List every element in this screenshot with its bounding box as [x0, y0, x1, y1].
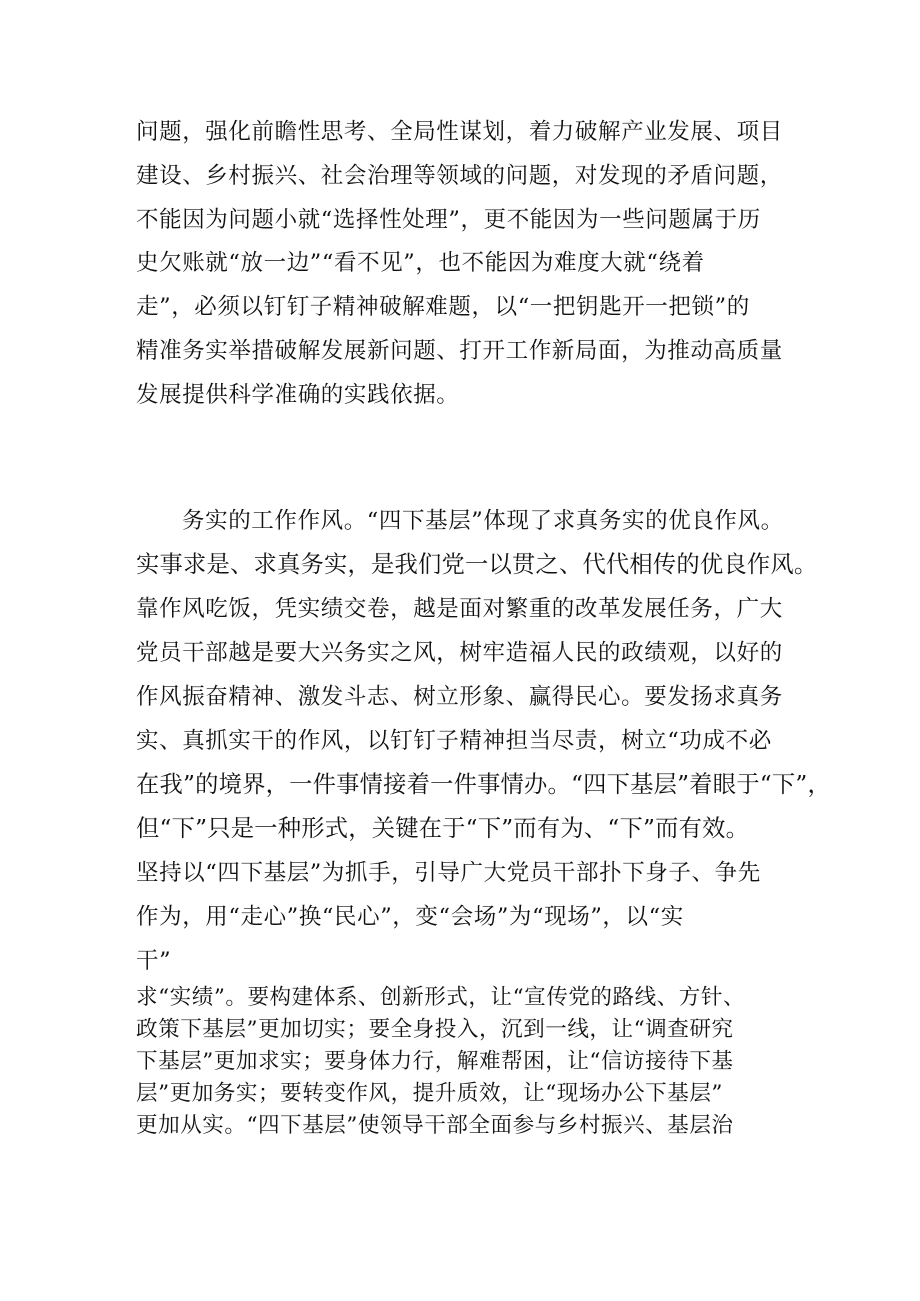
paragraph-2-line: 层”更加务实；要转变作风，提升质效，让“现场办公下基层”	[136, 1081, 723, 1106]
paragraph-2-line: 务实的工作作风。“四下基层”体现了求真务实的优良作风。	[182, 508, 784, 534]
paragraph-2-line: 党员干部越是要大兴务实之风，树牢造福人民的政绩观，以好的	[136, 640, 783, 666]
paragraph-2-line: 更加从实。“四下基层”使领导干部全面参与乡村振兴、基层治	[136, 1113, 734, 1138]
paragraph-1-line: 建设、乡村振兴、社会治理等领域的问题，对发现的矛盾问题，	[136, 163, 783, 189]
paragraph-1-line: 走”，必须以钉钉子精神破解难题，以“一把钥匙开一把锁”的	[136, 294, 750, 320]
paragraph-1-line: 不能因为问题小就“选择性处理”，更不能因为一些问题属于历	[136, 207, 761, 233]
paragraph-2-line: 作为，用“走心”换“民心”，变“会场”为“现场”，以“实	[136, 904, 684, 930]
paragraph-2-line: 求“实绩”。要构建体系、创新形式，让“宣传党的路线、方针、	[136, 985, 746, 1010]
paragraph-2-line: 干”	[136, 948, 172, 974]
paragraph-1-line: 发展提供科学准确的实践依据。	[136, 382, 460, 408]
paragraph-2-line: 实、真抓实干的作风，以钉钉子精神担当尽责，树立“功成不必	[136, 728, 772, 754]
paragraph-1-line: 史欠账就“放一边”“看不见”，也不能因为难度大就“绕着	[136, 250, 705, 276]
paragraph-2-line: 但“下”只是一种形式，关键在于“下”而有为、“下”而有效。	[136, 815, 750, 842]
paragraph-2-line: 靠作风吃饭，凭实绩交卷，越是面对繁重的改革发展任务，广大	[136, 596, 783, 622]
paragraph-2-line: 政策下基层”更加切实；要全身投入，沉到一线，让“调查研究	[136, 1017, 734, 1042]
paragraph-2-line: 在我”的境界，一件事情接着一件事情办。“四下基层”着眼于“下”，	[136, 771, 831, 798]
paragraph-1-line: 精准务实举措破解发展新问题、打开工作新局面，为推动高质量	[136, 338, 783, 364]
paragraph-2-line: 坚持以“四下基层”为抓手，引导广大党员干部扑下身子、争先	[136, 860, 761, 886]
paragraph-2-line: 实事求是、求真务实，是我们党一以贯之、代代相传的优良作风。	[136, 551, 818, 578]
paragraph-2-line: 下基层”更加求实；要身体力行，解难帮困，让“信访接待下基	[136, 1049, 734, 1074]
paragraph-2-line: 作风振奋精神、激发斗志、树立形象、赢得民心。要发扬求真务	[136, 684, 783, 710]
paragraph-1-line: 问题，强化前瞻性思考、全局性谋划，着力破解产业发展、项目	[136, 119, 783, 145]
